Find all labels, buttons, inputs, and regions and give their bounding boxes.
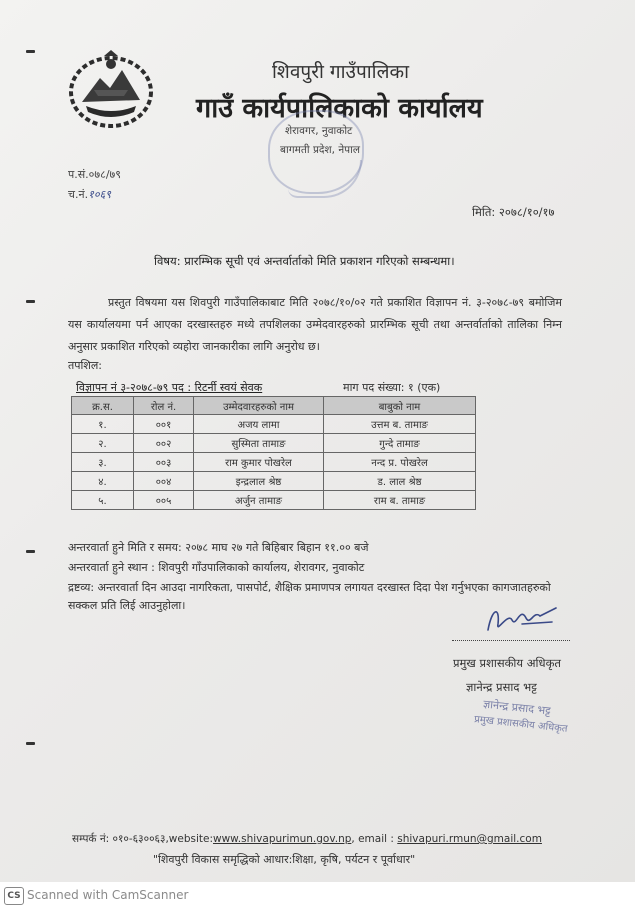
signatory-title: प्रमुख प्रशासकीय अधिकृत <box>453 656 561 670</box>
details-heading: तपशिल: <box>68 359 103 372</box>
address-line-1: शेरावगर, नुवाकोट <box>285 125 353 137</box>
handwritten-signature <box>482 600 562 640</box>
dispatch-value: १०६९ <box>88 188 111 201</box>
signature-line <box>452 640 570 641</box>
cell-father: उत्तम ब. तामाङ <box>324 415 476 434</box>
scanner-watermark-text: Scanned with CamScanner <box>27 888 189 902</box>
cell-candidate: सुस्मिता तामाङ <box>194 434 324 453</box>
office-name: गाउँ कार्यपालिकाको कार्यालय <box>196 93 483 124</box>
candidate-table <box>71 396 476 510</box>
camscanner-icon: CS <box>4 887 24 905</box>
table-row <box>72 453 476 472</box>
table-row <box>72 472 476 491</box>
cell-serial: ३. <box>72 453 134 472</box>
name-stamp: ज्ञानेन्द्र प्रसाद भट्ट <box>482 697 552 718</box>
cell-roll: ००१ <box>134 415 194 434</box>
letter-date <box>472 205 555 220</box>
dispatch-number <box>68 187 111 202</box>
punch-hole-mark <box>26 50 35 53</box>
cell-father: गुन्दे तामाङ <box>324 434 476 453</box>
table-row <box>72 491 476 510</box>
column-header-father: बाबुको नाम <box>324 397 476 415</box>
cell-roll: ००२ <box>134 434 194 453</box>
website-link[interactable]: www.shivapurimun.gov.np <box>213 833 352 845</box>
nepal-government-emblem <box>64 50 158 130</box>
reference-number: प.सं.०७८/७९ <box>68 168 121 181</box>
title-stamp: प्रमुख प्रशासकीय अधिकृत <box>473 714 569 735</box>
cell-candidate: राम कुमार पोखरेल <box>194 453 324 472</box>
dispatch-label: च.नं. <box>68 188 89 201</box>
table-row <box>72 415 476 434</box>
body-paragraph: प्रस्तुत विषयमा यस शिवपुरी गाउँपालिकाबाट मिति २०७८/१०/०२ गते प्रकाशित विज्ञापन नं. ३-२०७८-७९ बमोजिम यस कार्यालयमा पर्न आएका दरखास्तहरु मध्ये तपशिलका उम्मेदवारहरुको प्रारम्भिक सूची तथा अन्तर्वार्ताको तालिका निम्न अनुसार प्रकाशित गरिएको व्यहोरा जानकारीका लागि अनुरोध छ। <box>68 296 562 353</box>
cell-father: नन्द प्र. पोखरेल <box>324 453 476 472</box>
date-label: मिति: <box>472 205 496 219</box>
cell-roll: ००४ <box>134 472 194 491</box>
letter-body <box>68 292 562 358</box>
cell-father: राम ब. तामाङ <box>324 491 476 510</box>
municipality-name: शिवपुरी गाउँपालिका <box>272 61 409 83</box>
advertisement-title: विज्ञापन नं ३-२०७८-७९ पद : रिटर्नी स्वयं सेवक <box>76 381 263 394</box>
punch-hole-mark <box>26 742 35 745</box>
cell-serial: ४. <box>72 472 134 491</box>
column-header-candidate: उम्मेदवारहरुको नाम <box>194 397 324 415</box>
contact-line <box>72 832 542 846</box>
letter-subject: विषय: प्रारम्भिक सूची एवं अन्तर्वार्ताको मिति प्रकाशन गरिएको सम्बन्धमा। <box>154 254 455 268</box>
punch-hole-mark <box>26 300 35 303</box>
date-value: २०७८/१०/१७ <box>498 205 555 219</box>
interview-time: अन्तरवार्ता हुने मिति र समय: २०७८ माघ २७ गते बिहिबार बिहान ११.०० बजे <box>68 541 369 554</box>
address-line-2: बागमती प्रदेश, नेपाल <box>280 144 360 156</box>
interview-place: अन्तरवार्ता हुने स्थान : शिवपुरी गाँउपालिकाको कार्यालय, शेरावगर, नुवाकोट <box>68 561 365 574</box>
cell-father: ड. लाल श्रेष्ठ <box>324 472 476 491</box>
signatory-name: ज्ञानेन्द्र प्रसाद भट्ट <box>466 680 537 694</box>
cell-roll: ००५ <box>134 491 194 510</box>
column-header-roll: रोल नं. <box>134 397 194 415</box>
email-label: , email : <box>351 833 398 845</box>
cell-candidate: अजय लामा <box>194 415 324 434</box>
punch-hole-mark <box>26 550 35 553</box>
email-link[interactable]: shivapuri.rmun@gmail.com <box>397 833 542 845</box>
cell-candidate: इन्द्रलाल श्रेष्ठ <box>194 472 324 491</box>
cell-candidate: अर्जुन तामाङ <box>194 491 324 510</box>
cell-serial: ५. <box>72 491 134 510</box>
cell-serial: २. <box>72 434 134 453</box>
table-header-row <box>72 397 476 415</box>
cell-serial: १. <box>72 415 134 434</box>
table-row <box>72 434 476 453</box>
cell-roll: ००३ <box>134 453 194 472</box>
vacancy-count: माग पद संख्या: १ (एक) <box>343 381 441 394</box>
interview-note: द्रष्टव्य: अन्तरवार्ता दिन आउदा नागरिकता, पासपोर्ट, शैक्षिक प्रमाणपत्र लगायत दरखास्त दिदा पेश गर्नुभएका कागजातहरुको सक्कल प्रति लिई आउनुहोला। <box>68 581 551 612</box>
contact-phone: सम्पर्क नं: ०१०-६३००६३,website: <box>72 833 213 845</box>
column-header-serial: क्र.स. <box>72 397 134 415</box>
slogan: "शिवपुरी विकास समृद्धिको आधार:शिक्षा, कृषि, पर्यटन र पूर्वाधार" <box>153 853 416 866</box>
